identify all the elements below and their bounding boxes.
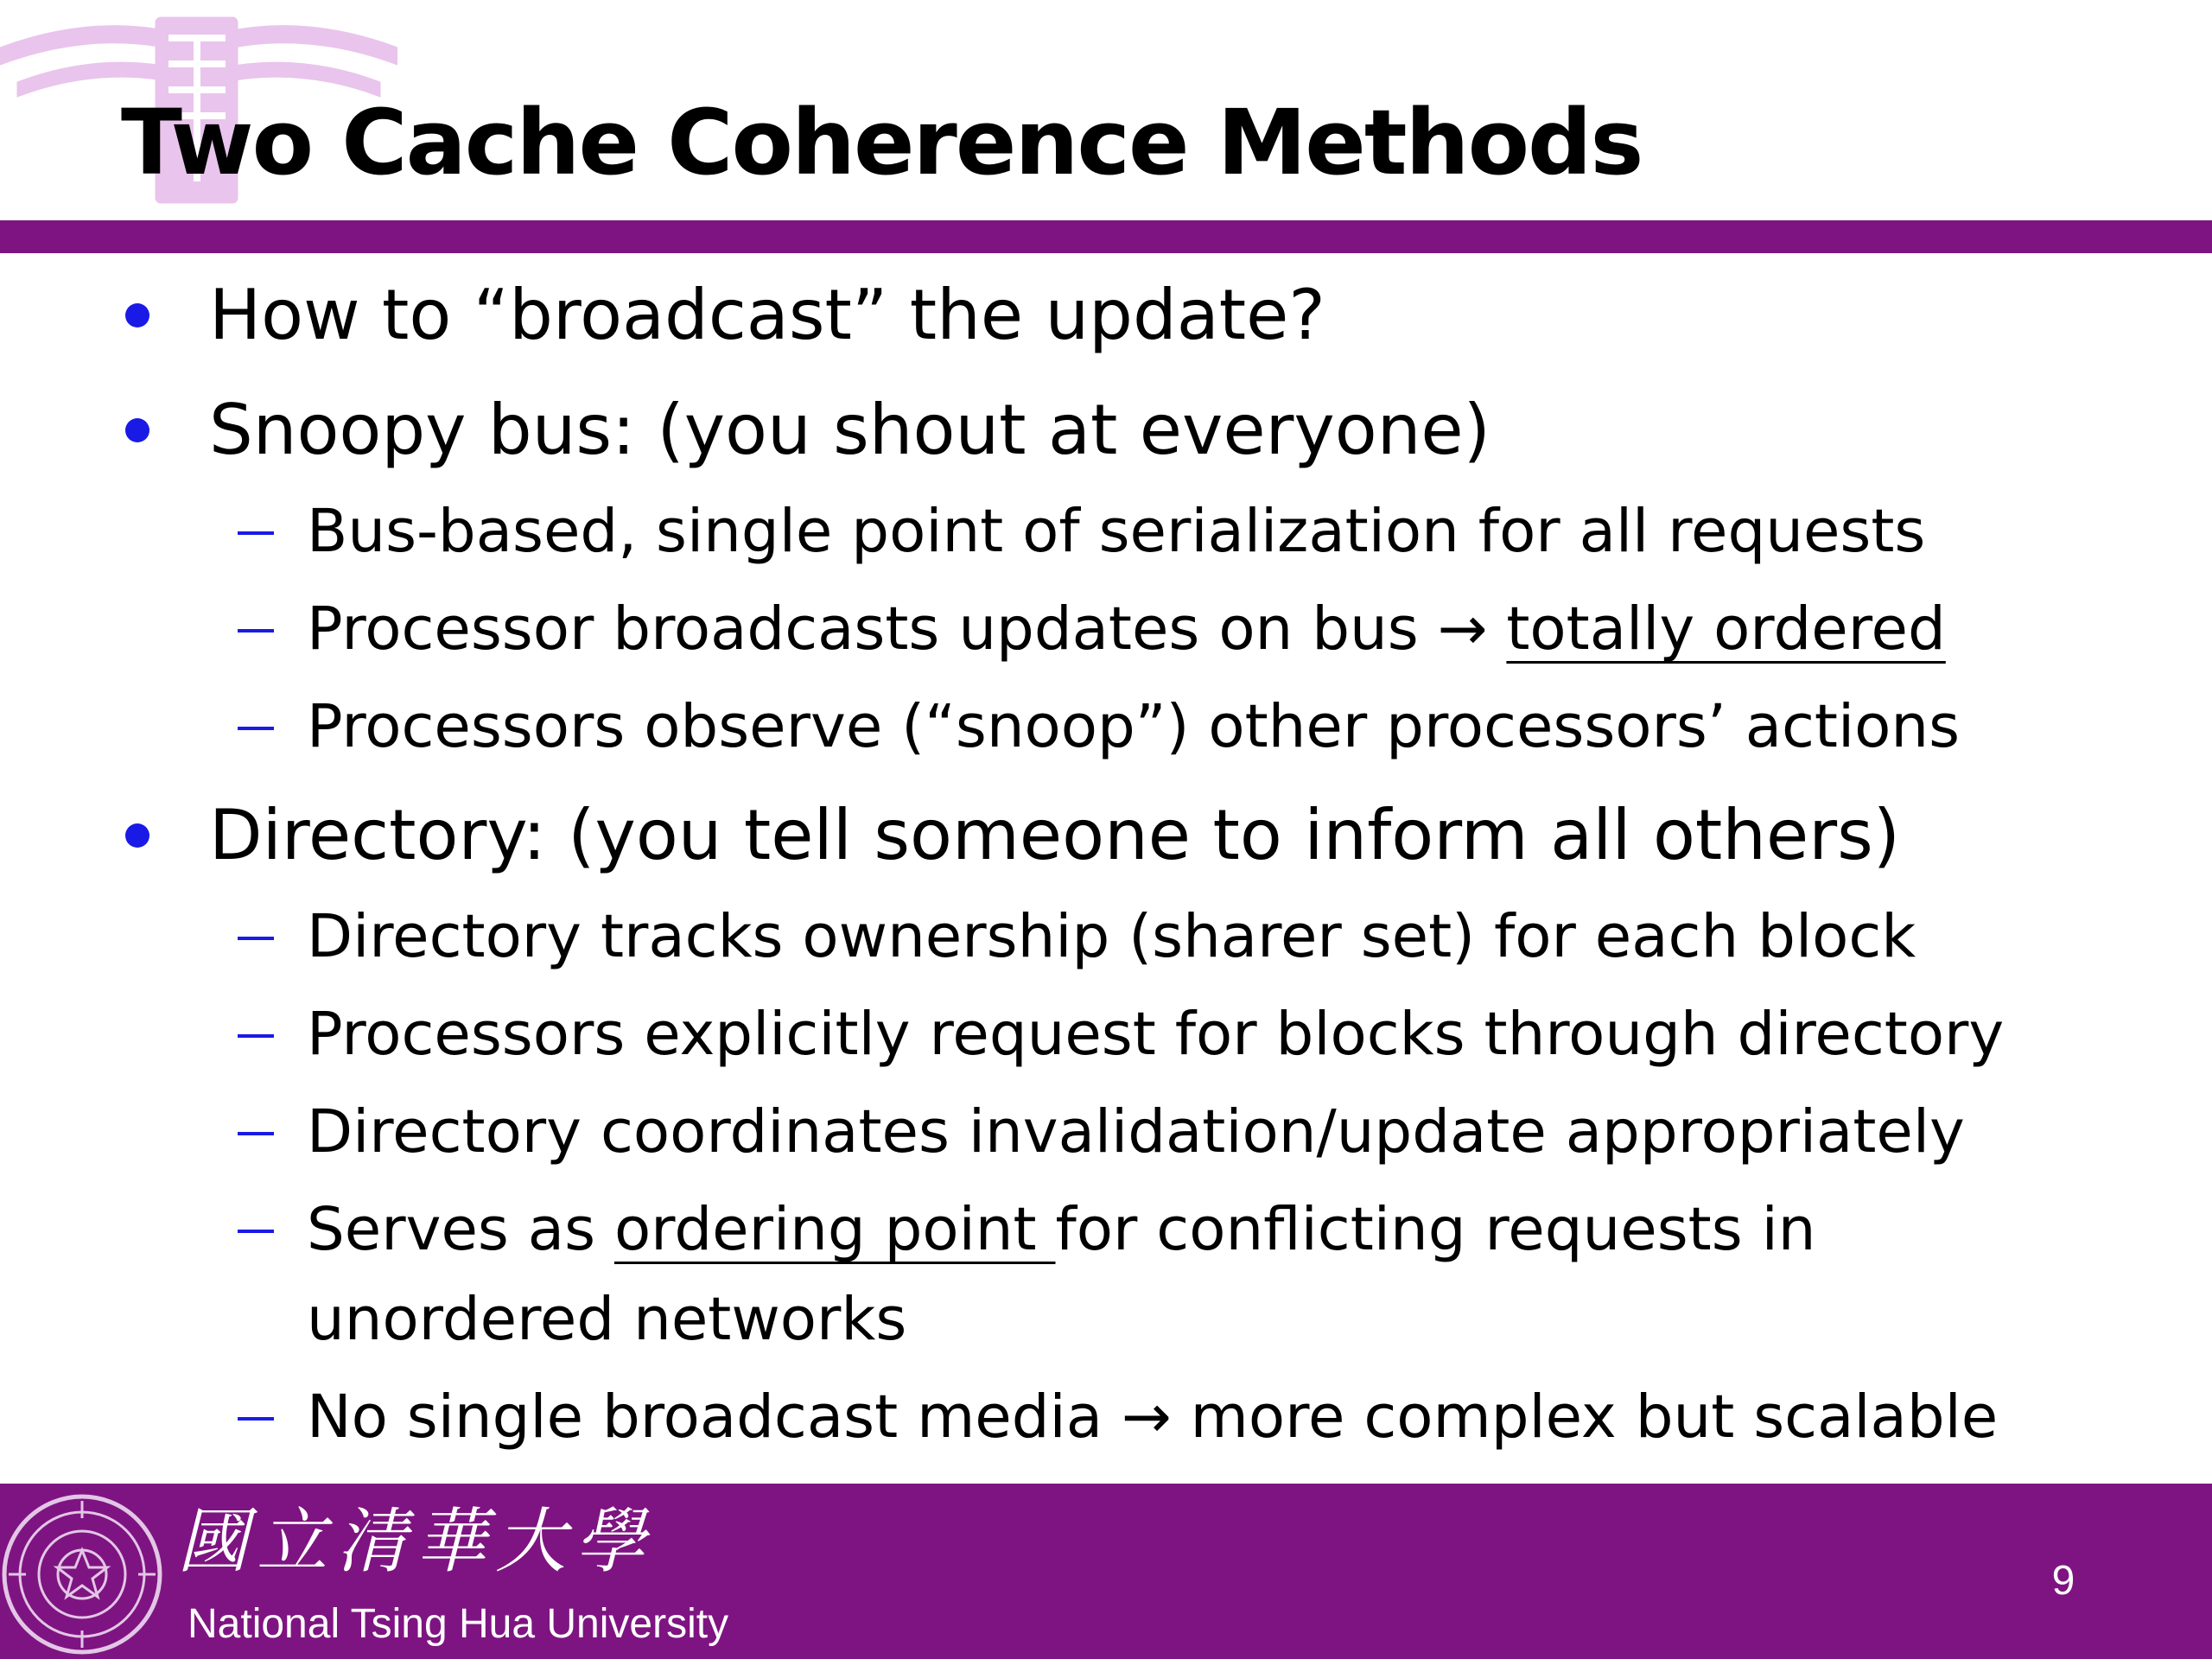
subbullet-text: Bus-based, single point of serialization for all requests <box>307 497 1926 566</box>
subbullet-text <box>307 586 1946 672</box>
bullet-dot-icon <box>125 823 149 848</box>
underlined-term: totally ordered <box>1506 594 1946 664</box>
right-arrow-icon: → <box>1121 1382 1172 1452</box>
dash-icon <box>238 1132 274 1135</box>
text-segment: No single broadcast media <box>307 1382 1122 1452</box>
university-name-chinese: 國立清華大學 <box>177 1501 654 1583</box>
dash-icon <box>238 1034 274 1038</box>
text-segment: more complex but scalable <box>1171 1382 1999 1452</box>
subbullet-text: unordered networks <box>307 1285 907 1354</box>
subbullet-text: Processors explicitly request for blocks through directory <box>307 1000 2005 1069</box>
bullet-dot-icon <box>125 303 149 327</box>
university-name-english: National Tsing Hua University <box>188 1601 729 1647</box>
bullet-text: How to “broadcast” the update? <box>209 275 1325 355</box>
slide-title: Two Cache Coherence Methods <box>121 90 1643 195</box>
text-segment: Serves as <box>307 1195 614 1264</box>
text-segment: Processor broadcasts updates on bus <box>307 594 1438 664</box>
dash-icon <box>238 727 274 730</box>
text-segment: for conflicting requests in <box>1055 1195 1816 1264</box>
subbullet-text <box>307 1374 1998 1460</box>
page-number: 9 <box>2051 1558 2075 1604</box>
dash-icon <box>238 629 274 632</box>
bullet-text: Snoopy bus: (you shout at everyone) <box>209 390 1491 470</box>
dash-icon <box>238 937 274 940</box>
bullet-dot-icon <box>125 418 149 442</box>
subbullet-text <box>307 1186 1816 1273</box>
dash-icon <box>238 531 274 535</box>
subbullet-text: Directory coordinates invalidation/update appropriately <box>307 1097 1965 1166</box>
subbullet-text: Processors observe (“snoop”) other processors’ actions <box>307 692 1961 761</box>
title-divider-bar <box>0 220 2212 253</box>
nthu-seal-icon <box>0 1492 164 1656</box>
right-arrow-icon: → <box>1437 594 1488 664</box>
dash-icon <box>238 1417 274 1421</box>
bullet-text: Directory: (you tell someone to inform all others) <box>209 795 1900 875</box>
underlined-term: ordering point <box>613 1195 1056 1264</box>
dash-icon <box>238 1230 274 1233</box>
subbullet-text: Directory tracks ownership (sharer set) for each block <box>307 902 1916 971</box>
